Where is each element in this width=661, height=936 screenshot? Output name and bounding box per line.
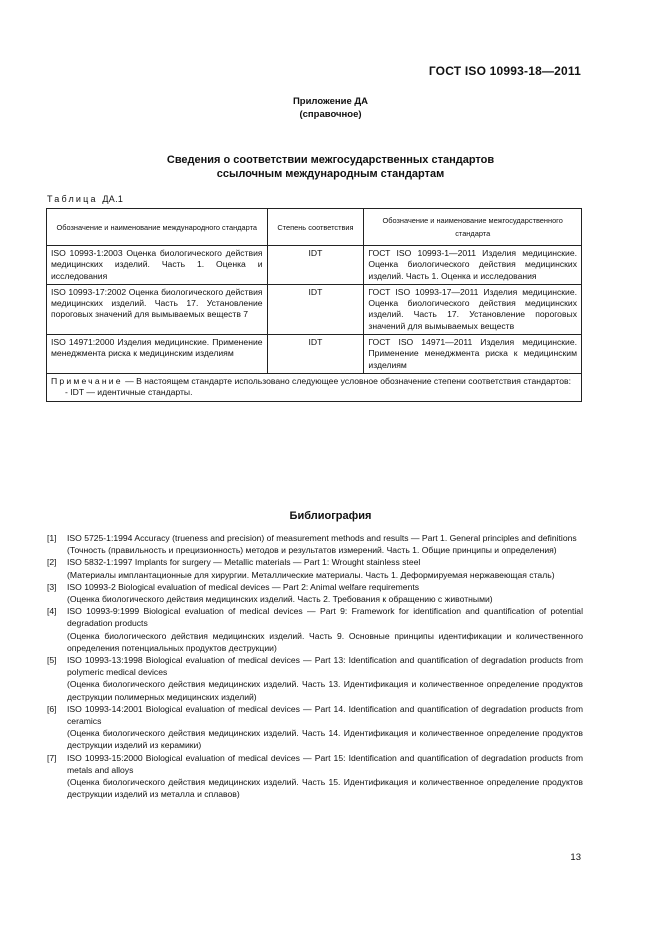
bibliography-title: Библиография — [289, 510, 372, 522]
annex-subtitle: (справочное) — [299, 109, 362, 120]
bibliography-number: [2] — [47, 557, 57, 568]
header-degree: Степень соответствия — [267, 209, 364, 246]
bibliography-en: ISO 5725-1:1994 Accuracy (trueness and precision) of measurement methods and results — Part 1. General principles and definitions — [67, 533, 577, 543]
cell-degree: IDT — [267, 335, 364, 374]
bibliography-ru: (Оценка биологического действия медицинских изделий. Часть 9. Основные принципы идентификации и количественного определения потенциальных продуктов деструкции) — [67, 630, 583, 653]
header-international: Обозначение и наименование международного стандарта — [47, 209, 268, 246]
table-row — [47, 246, 582, 285]
annex-title: Приложение ДА — [292, 96, 369, 107]
bibliography-number: [6] — [47, 703, 57, 714]
section-title — [0, 153, 661, 181]
table-caption-id: ДА.1 — [102, 194, 124, 204]
bibliography-item — [47, 556, 583, 580]
page-number: 13 — [570, 852, 581, 863]
bibliography-item — [47, 605, 583, 654]
cell-international: ISO 14971:2000 Изделия медицинские. Применение менеджмента риска к медицинским изделиям — [47, 335, 268, 374]
table-note — [47, 373, 582, 401]
bibliography-number: [3] — [47, 581, 57, 592]
note-item: - IDT — идентичные стандарты. — [65, 387, 193, 398]
bibliography-item — [47, 532, 583, 556]
bibliography-ru: (Оценка биологического действия медицинских изделий. Часть 14. Идентификация и количественное определение продуктов деструкции изделий из керамики) — [67, 728, 583, 751]
bibliography-item — [47, 703, 583, 752]
bibliography-item — [47, 581, 583, 605]
table-row — [47, 284, 582, 334]
bibliography-item — [47, 654, 583, 703]
cell-national: ГОСТ ISO 10993-17—2011 Изделия медицинские. Оценка биологического действия медицинских изделий. Часть 17. Установление пороговых значений для вымываемых веществ — [364, 284, 582, 334]
bibliography-number: [1] — [47, 533, 57, 543]
header-national: Обозначение и наименование межгосударственного стандарта — [364, 209, 582, 246]
table-note-row — [47, 373, 582, 401]
cell-degree: IDT — [267, 246, 364, 285]
bibliography-en: ISO 5832-1:1997 Implants for surgery — Metallic materials — Part 1: Wrought stainless steel — [67, 557, 421, 568]
bibliography-en: ISO 10993-15:2000 Biological evaluation of medical devices — Part 15: Identification and quantification of degradation products from metals and alloys — [67, 752, 583, 775]
section-title-line-1: Сведения о соответствии межгосударственных стандартов — [166, 154, 495, 166]
bibliography-en: ISO 10993-2 Biological evaluation of medical devices — Part 2: Animal welfare requirements — [67, 581, 420, 592]
bibliography-ru: (Точность (правильность и прецизионность) методов и результатов измерений. Часть 1. Общие принципы и определения) — [67, 545, 557, 556]
cell-degree: IDT — [267, 284, 364, 334]
bibliography-number: [4] — [47, 606, 57, 617]
bibliography-item — [47, 752, 583, 801]
table-caption — [47, 194, 123, 204]
bibliography-ru: (Оценка биологического действия медицинских изделий. Часть 13. Идентификация и количественное определение продуктов деструкции полимерных медицинских изделий) — [67, 679, 583, 702]
bibliography-ru: (Материалы имплантационные для хирургии. Металлические материалы. Часть 1. Деформируемая нержавеющая сталь) — [67, 569, 555, 580]
bibliography-ru: (Оценка биологического действия медицинских изделий. Часть 15. Идентификация и количественное определение продуктов деструкции изделий из металла и сплавов) — [67, 777, 583, 800]
bibliography-en: ISO 10993-9:1999 Biological evaluation of medical devices — Part 9: Framework for identification and quantification of potential degradation products — [67, 606, 583, 629]
standard-header: ГОСТ ISO 10993-18—2011 — [428, 64, 581, 78]
bibliography-en: ISO 10993-14:2001 Biological evaluation of medical devices — Part 14. Identification and quantification of degradation products from ceramics — [67, 703, 583, 727]
table-row — [47, 335, 582, 374]
table-caption-word: Таблица — [47, 194, 98, 204]
table-header-row — [47, 209, 582, 246]
cell-national: ГОСТ ISO 14971—2011 Изделия медицинские. Применение менеджмента риска к медицинским изделиям — [364, 335, 582, 374]
bibliography-ru: (Оценка биологического действия медицинских изделий. Часть 2. Требования к обращению с животными) — [67, 594, 493, 605]
correspondence-table — [46, 208, 582, 402]
section-title-line-2: ссылочным международным стандартам — [216, 168, 445, 180]
bibliography-en: ISO 10993-13:1998 Biological evaluation of medical devices — Part 13: Identification and quantification of degradation products from polymeric medical devices — [67, 655, 583, 678]
bibliography-number: [5] — [47, 655, 57, 666]
bibliography-list — [47, 532, 583, 800]
bibliography-number: [7] — [47, 752, 57, 763]
cell-national: ГОСТ ISO 10993-1—2011 Изделия медицинские. Оценка биологического действия медицинских изделий. Часть 1. Оценка и исследования — [364, 246, 582, 285]
cell-international: ISO 10993-1:2003 Оценка биологического действия медицинских изделий. Часть 1. Оценка и исследования — [47, 246, 268, 285]
note-text: — В настоящем стандарте использовано следующее условное обозначение степени соответствия стандартов: — [125, 375, 571, 386]
cell-international: ISO 10993-17:2002 Оценка биологического действия медицинских изделий. Часть 17. Установление пороговых значений для вымываемых веществ 7 — [47, 284, 268, 334]
note-label: Примечание — [51, 375, 123, 386]
